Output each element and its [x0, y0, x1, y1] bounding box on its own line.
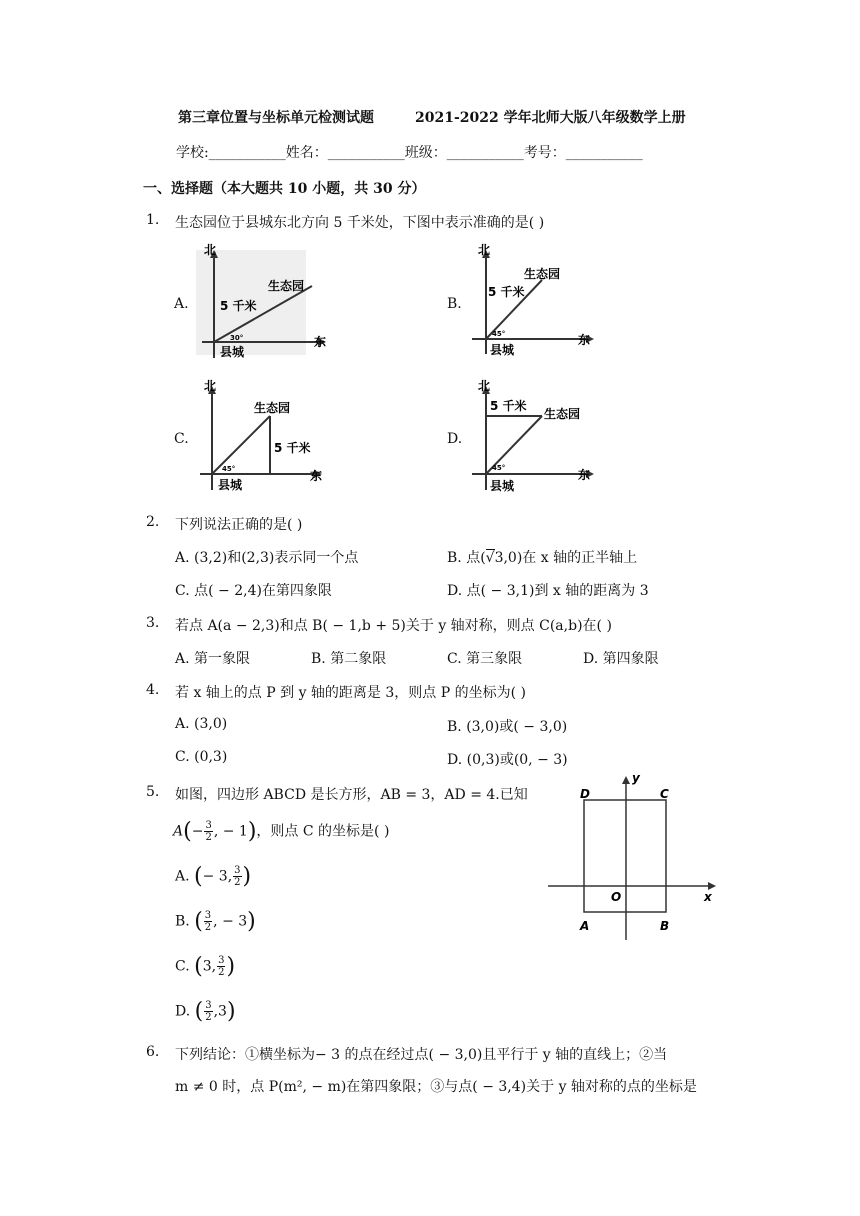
q2-option-d: D. 点( − 3,1)到 x 轴的距离为 3	[447, 583, 649, 599]
q3-option-b: B. 第二象限	[311, 651, 387, 667]
q5-text: 如图，四边形 ABCD 是长方形，AB = 3，AD = 4.已知	[175, 787, 528, 803]
q5-line2-suffix: ，则点 C 的坐标是( )	[256, 823, 390, 840]
q3-text: 若点 A(a − 2,3)和点 B( − 1,b + 5)关于 y 轴对称，则点 C(a,b)在( )	[175, 618, 612, 634]
q5-x-axis-label: x	[704, 890, 712, 904]
diagram-b-park-label: 生态园	[524, 267, 561, 281]
q5-number: 5.	[146, 784, 160, 800]
q5-option-d: D. ( $\frac{3}{2}$ ,3)	[175, 999, 236, 1024]
diagram-b-distance-label: 5 千米	[488, 285, 525, 299]
q2-text: 下列说法正确的是( )	[175, 517, 303, 533]
diagram-d-distance-label: 5 千米	[490, 399, 527, 413]
q4-text: 若 x 轴上的点 P 到 y 轴的距离是 3，则点 P 的坐标为( )	[175, 685, 526, 701]
q2-option-b-prefix: B. 点(	[447, 550, 486, 566]
q1-diagram-c	[196, 376, 330, 496]
q5-point-d-label: D	[580, 787, 590, 801]
q4-option-c: C. (0,3)	[175, 749, 228, 765]
q2-option-a: A. (3,2)和(2,3)表示同一个点	[175, 550, 359, 566]
q3-option-a: A. 第一象限	[175, 651, 251, 667]
diagram-d-east-label: 东	[578, 468, 591, 482]
q2-number: 2.	[146, 514, 160, 530]
q6-number: 6.	[146, 1044, 160, 1060]
q1-option-c-label: C.	[174, 431, 189, 447]
q5-point-b-label: B	[660, 919, 670, 933]
q5-line2: A(− $\frac{3}{2}$ , − 1)，则点 C 的坐标是( )	[173, 819, 390, 844]
diagram-b-angle-label: 45°	[492, 330, 506, 338]
sqrt-symbol: √	[485, 550, 495, 566]
q3-number: 3.	[146, 615, 160, 631]
q2-option-c: C. 点( − 2,4)在第四象限	[175, 583, 332, 599]
q5-point-a-label: A	[580, 919, 590, 933]
diagram-b-east-label: 东	[578, 333, 591, 347]
q3-option-c: C. 第三象限	[447, 651, 523, 667]
diagram-d-county-label: 县城	[490, 479, 515, 493]
q1-option-a-label: A.	[174, 296, 189, 312]
q6-line2: m ≠ 0 时，点 P(m², − m)在第四象限；③与点( − 3,4)关于 y 轴对称的点的坐标是	[175, 1079, 697, 1095]
diagram-c-east-label: 东	[310, 469, 323, 483]
diagram-c-park-label: 生态园	[254, 401, 291, 415]
q5-option-b: B. ( $\frac{3}{2}$ , − 3)	[175, 909, 256, 934]
diagram-c-angle-label: 45°	[222, 465, 236, 473]
q1-option-b-label: B.	[447, 296, 462, 312]
q5-option-c: C. (3, $\frac{3}{2}$ )	[175, 954, 236, 979]
q5-option-a: A. (− 3, $\frac{3}{2}$ )	[175, 864, 252, 889]
q5-origin-label: O	[611, 890, 622, 904]
diagram-c-distance-label: 5 千米	[274, 441, 311, 455]
q1-diagram-b	[466, 240, 596, 360]
exam-title: 第三章位置与坐标单元检测试题	[178, 110, 374, 126]
diagram-a-north-label: 北	[204, 243, 217, 257]
q5-point-c-label: C	[660, 787, 669, 801]
q1-diagram-a	[192, 240, 330, 362]
q1-diagram-d	[466, 376, 596, 496]
diagram-a-distance-label: 5 千米	[220, 299, 257, 313]
q2-option-b-suffix: 3,0)在 x 轴的正半轴上	[494, 550, 638, 566]
q3-option-d: D. 第四象限	[583, 651, 659, 667]
diagram-c-north-label: 北	[204, 379, 217, 393]
diagram-a-east-label: 东	[314, 335, 327, 349]
q1-text: 生态园位于县城东北方向 5 千米处，下图中表示准确的是( )	[175, 215, 545, 231]
diagram-a-county-label: 县城	[220, 345, 245, 359]
section-title: 一、选择题（本大题共 10 小题，共 30 分）	[143, 181, 426, 197]
q5-y-axis-label: y	[632, 771, 640, 785]
diagram-b-north-label: 北	[478, 243, 491, 257]
diagram-c-county-label: 县城	[218, 478, 243, 492]
q4-number: 4.	[146, 682, 160, 698]
q1-number: 1.	[146, 212, 160, 228]
q4-option-d: D. (0,3)或(0, − 3)	[447, 752, 568, 768]
q5-figure	[540, 770, 720, 945]
diagram-d-park-label: 生态园	[544, 407, 581, 421]
diagram-a-park-label: 生态园	[268, 279, 305, 293]
diagram-b-county-label: 县城	[490, 343, 515, 357]
student-info-fields: 学校:___________姓名：___________班级：___________考号：___________	[176, 145, 643, 161]
exam-subtitle: 2021-2022 学年北师大版八年级数学上册	[415, 110, 686, 126]
q4-option-a: A. (3,0)	[175, 716, 228, 732]
point-a-symbol: A	[173, 823, 184, 840]
q1-option-d-label: D.	[447, 431, 463, 447]
q2-option-b	[447, 547, 637, 567]
q6-line1: 下列结论：①横坐标为− 3 的点在经过点( − 3,0)且平行于 y 轴的直线上；②当	[175, 1047, 668, 1063]
diagram-d-angle-label: 45°	[492, 464, 506, 472]
diagram-a-angle-label: 30°	[230, 334, 244, 342]
q4-option-b: B. (3,0)或( − 3,0)	[447, 719, 568, 735]
diagram-d-north-label: 北	[478, 379, 491, 393]
